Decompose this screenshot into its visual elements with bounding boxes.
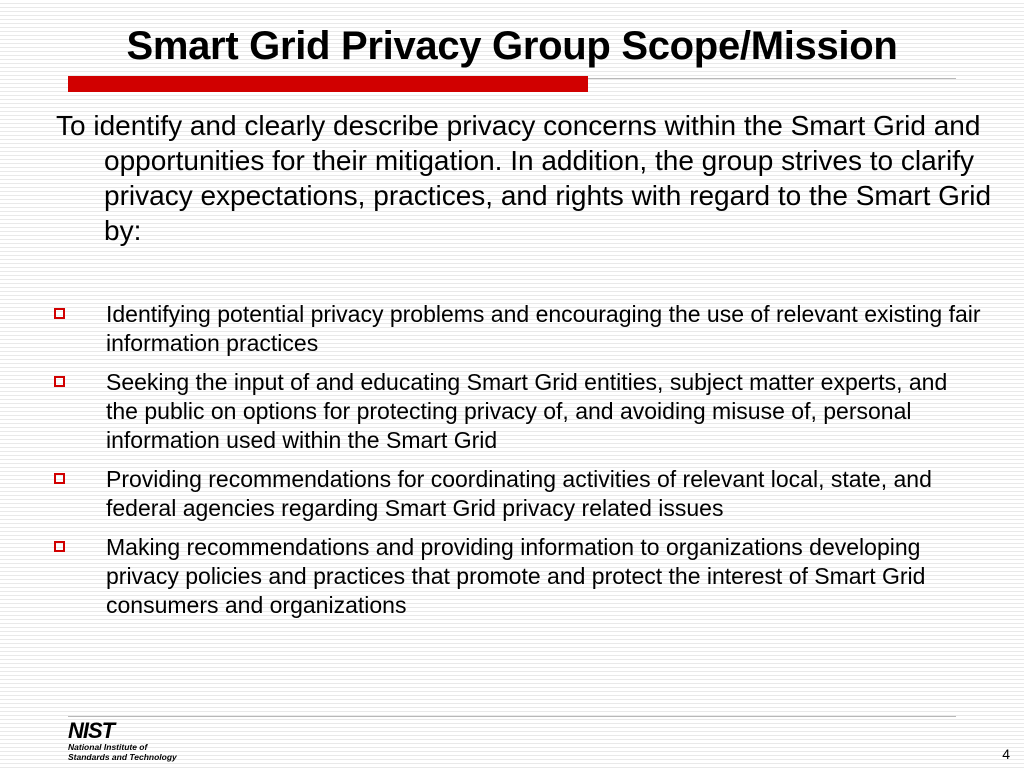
list-item [54, 300, 984, 358]
nist-logo [68, 720, 184, 766]
list-item [54, 533, 984, 620]
list-item-text: Identifying potential privacy problems and encouraging the use of relevant existing fair information practices [106, 301, 981, 356]
page-number: 4 [1002, 746, 1010, 762]
list-item [54, 368, 984, 455]
list-item-text: Seeking the input of and educating Smart Grid entities, subject matter experts, and the public on options for protecting privacy of, and avoiding misuse of, personal information used within the Smart Grid [106, 369, 948, 453]
logo-mark: NIST [68, 718, 115, 743]
hollow-square-icon [54, 308, 65, 319]
hollow-square-icon [54, 473, 65, 484]
hollow-square-icon [54, 376, 65, 387]
slide-title: Smart Grid Privacy Group Scope/Mission [126, 24, 898, 68]
logo-line-1: National Institute of [68, 742, 148, 752]
intro-paragraph: To identify and clearly describe privacy concerns within the Smart Grid and opportunities for their mitigation. In addition, the group strives to clarify privacy expectations, practices, and rights with regard to the Smart Grid by: [56, 110, 992, 246]
footer-divider [68, 716, 956, 717]
title-accent-bar [68, 76, 588, 92]
list-item-text: Providing recommendations for coordinating activities of relevant local, state, and federal agencies regarding Smart Grid privacy related issues [106, 466, 932, 521]
list-item-text: Making recommendations and providing information to organizations developing privacy policies and practices that promote and protect the interest of Smart Grid consumers and organizations [106, 534, 926, 618]
bullet-list [54, 300, 984, 630]
list-item [54, 465, 984, 523]
hollow-square-icon [54, 541, 65, 552]
logo-line-2: Standards and Technology [68, 752, 177, 762]
